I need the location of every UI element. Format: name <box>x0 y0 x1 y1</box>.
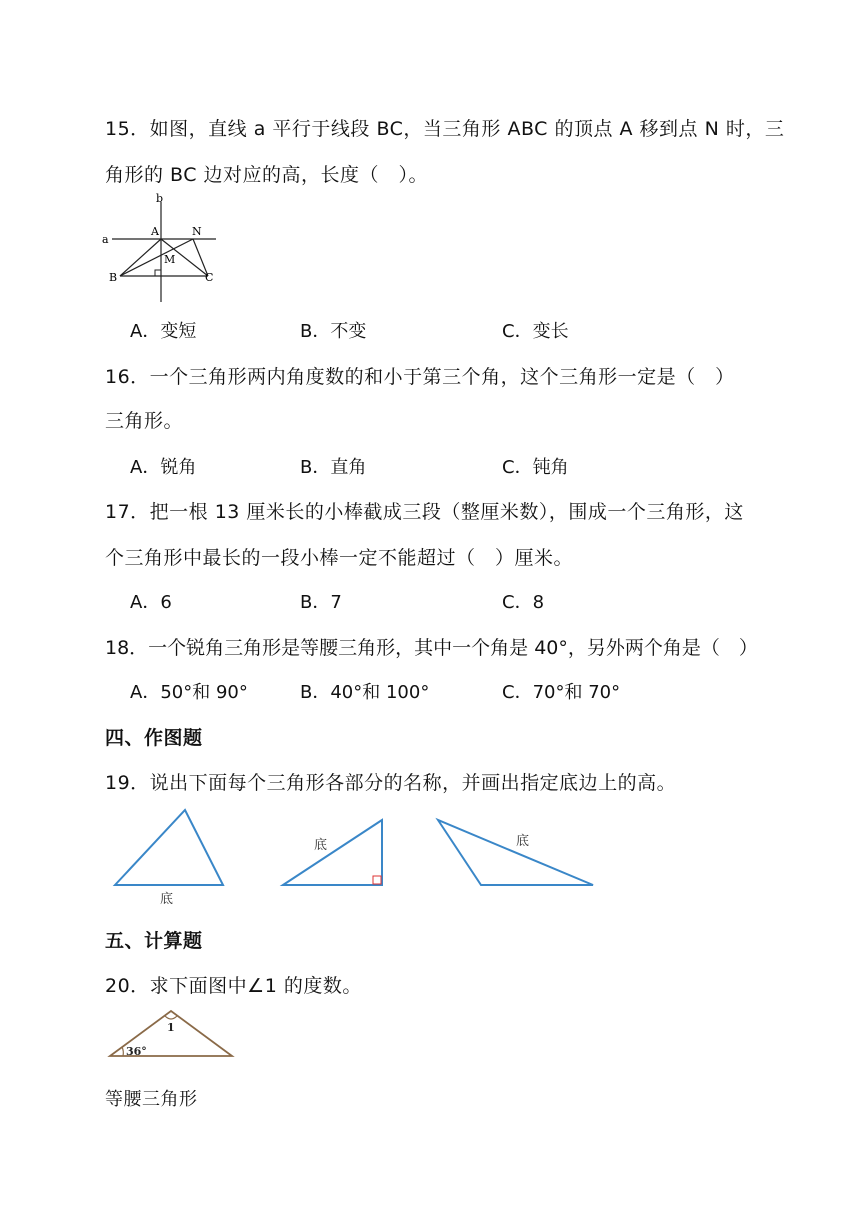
q16-option-c[interactable]: C．钝角 <box>502 457 569 478</box>
q16-text-line1: 16．一个三角形两内角度数的和小于第三个角，这个三角形一定是（ ） <box>105 366 735 388</box>
q15-option-a[interactable]: A．变短 <box>130 321 197 342</box>
q18-text-line1: 18．一个锐角三角形是等腰三角形，其中一个角是 40°，另外两个角是（ ） <box>105 637 758 659</box>
q19-text-line1: 19．说出下面每个三角形各部分的名称，并画出指定底边上的高。 <box>105 772 677 794</box>
q15-label-N: N <box>192 225 202 238</box>
q18-option-a[interactable]: A．50°和 90° <box>130 682 248 703</box>
q19-figures <box>100 805 610 915</box>
q17-option-b[interactable]: B．7 <box>300 592 342 613</box>
q15-text-line2: 角形的 BC 边对应的高，长度（ ）。 <box>105 164 429 186</box>
q15-label-A: A <box>151 225 159 238</box>
q15-label-C: C <box>205 271 214 284</box>
q16-option-a[interactable]: A．锐角 <box>130 457 197 478</box>
q19-triangle-3 <box>438 820 593 885</box>
q19-triangle-2 <box>283 820 382 885</box>
q15-label-M: M <box>164 253 176 266</box>
q15-text-line1: 15．如图，直线 a 平行于线段 BC，当三角形 ABC 的顶点 A 移到点 N 时，三 <box>105 118 785 140</box>
q15-option-c[interactable]: C．变长 <box>502 321 569 342</box>
q19-triangle-2-base-label: 底 <box>314 838 328 853</box>
q15-option-b[interactable]: B．不变 <box>300 321 367 342</box>
section-heading-5: 五、计算题 <box>105 930 203 952</box>
q20-base-angle-label: 36° <box>126 1045 147 1058</box>
q19-triangle-1-base-label: 底 <box>160 892 174 907</box>
q17-text-line1: 17．把一根 13 厘米长的小棒截成三段（整厘米数），围成一个三角形，这 <box>105 501 744 523</box>
q17-option-c[interactable]: C．8 <box>502 592 545 613</box>
q19-triangle-3-base-label: 底 <box>516 834 530 849</box>
q18-option-c[interactable]: C．70°和 70° <box>502 682 621 703</box>
q15-label-b: b <box>156 192 164 205</box>
q20-caption: 等腰三角形 <box>105 1089 198 1110</box>
q17-text-line2: 个三角形中最长的一段小棒一定不能超过（ ）厘米。 <box>105 547 574 569</box>
q19-triangle-1 <box>115 810 223 885</box>
q20-figure <box>104 1005 239 1061</box>
q20-angle-1-label: 1 <box>167 1021 175 1034</box>
q17-option-a[interactable]: A．6 <box>130 592 172 613</box>
q16-text-line2: 三角形。 <box>105 410 184 432</box>
q15-label-B: B <box>109 271 118 284</box>
q16-option-b[interactable]: B．直角 <box>300 457 367 478</box>
q15-label-a: a <box>102 233 109 246</box>
q18-option-b[interactable]: B．40°和 100° <box>300 682 430 703</box>
q20-text-line1: 20．求下面图中∠1 的度数。 <box>105 975 362 997</box>
q15-figure <box>98 190 228 305</box>
section-heading-4: 四、作图题 <box>105 727 203 749</box>
